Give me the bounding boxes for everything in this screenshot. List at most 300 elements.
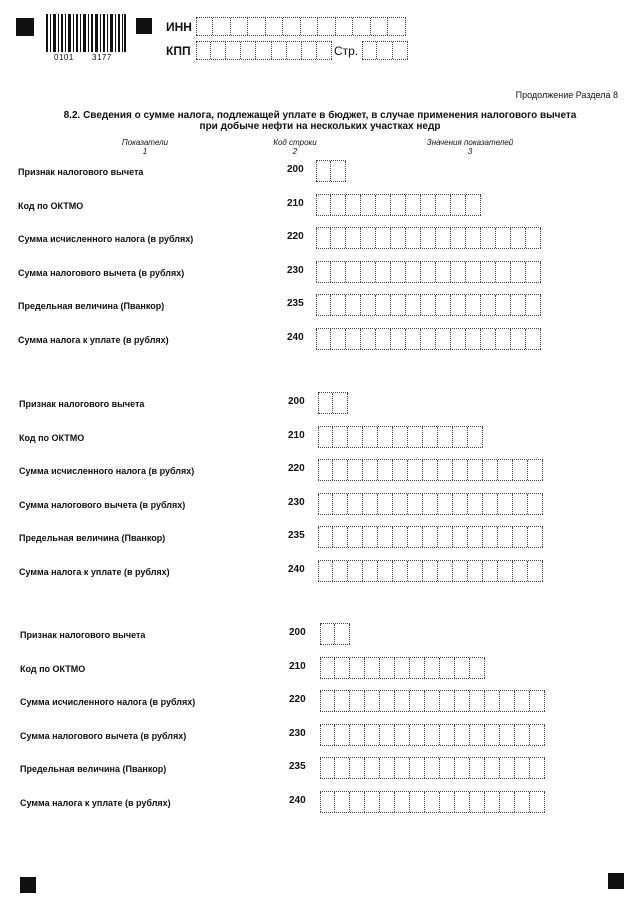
row-code: 220 [288,463,305,474]
input-cell[interactable] [346,195,361,215]
input-cell[interactable] [423,494,438,514]
input-cell[interactable] [302,42,317,59]
row-value-field[interactable] [320,623,350,645]
input-cell[interactable] [283,18,300,35]
input-cell[interactable] [526,262,541,282]
input-cell[interactable] [393,427,408,447]
input-cell[interactable] [453,460,468,480]
input-cell[interactable] [395,725,410,745]
input-cell[interactable] [320,792,335,812]
input-cell[interactable] [378,427,393,447]
input-cell[interactable] [363,494,378,514]
input-cell[interactable] [331,262,346,282]
input-cell[interactable] [353,18,370,35]
input-cell[interactable] [331,161,346,181]
input-cell[interactable] [421,329,436,349]
input-cell[interactable] [395,758,410,778]
input-cell[interactable] [423,561,438,581]
input-cell[interactable] [466,329,481,349]
input-cell[interactable] [406,262,421,282]
corner-marker-bottom-right [608,873,624,889]
input-cell[interactable] [331,295,346,315]
input-cell[interactable] [333,527,348,547]
input-cell[interactable] [196,18,213,35]
row-label: Сумма налогового вычета (в рублях) [20,730,187,741]
input-cell[interactable] [266,18,283,35]
barcode-number-right: 3177 [92,53,112,62]
row-value-field[interactable] [318,526,543,548]
input-cell[interactable] [500,792,515,812]
input-cell[interactable] [350,691,365,711]
input-cell[interactable] [440,725,455,745]
column-header-3 [400,138,540,156]
input-cell[interactable] [393,460,408,480]
input-cell[interactable] [425,725,440,745]
column-header-1-number: 1 [142,147,148,156]
row-label: Сумма налога к уплате (в рублях) [20,797,171,808]
input-cell[interactable] [287,42,302,59]
column-header-1-label: Показатели [121,138,169,147]
input-cell[interactable] [481,329,496,349]
input-cell[interactable] [380,792,395,812]
input-cell[interactable] [377,42,392,59]
row-value-field[interactable] [316,328,541,350]
input-cell[interactable] [436,262,451,282]
row-code: 220 [287,231,304,242]
inn-field[interactable] [196,17,406,36]
row-label: Предельная величина (Пванкор) [20,764,167,774]
input-cell[interactable] [438,561,453,581]
input-cell[interactable] [361,195,376,215]
input-cell[interactable] [515,792,530,812]
section-title [40,110,600,132]
input-cell[interactable] [423,527,438,547]
input-cell[interactable] [500,725,515,745]
input-cell[interactable] [320,624,335,644]
input-cell[interactable] [438,427,453,447]
input-cell[interactable] [362,42,377,59]
input-cell[interactable] [436,295,451,315]
input-cell[interactable] [466,228,481,248]
input-cell[interactable] [393,494,408,514]
row-code: 240 [287,331,304,343]
input-cell[interactable] [318,527,333,547]
column-header-3-number: 3 [467,147,473,156]
input-cell[interactable] [453,494,468,514]
input-cell[interactable] [436,329,451,349]
input-cell[interactable] [248,18,265,35]
input-cell[interactable] [498,527,513,547]
input-cell[interactable] [470,691,485,711]
input-cell[interactable] [213,18,230,35]
input-cell[interactable] [391,295,406,315]
row-value-field[interactable] [316,194,481,216]
input-cell[interactable] [451,228,466,248]
input-cell[interactable] [421,228,436,248]
input-cell[interactable] [408,494,423,514]
input-cell[interactable] [316,161,331,181]
input-cell[interactable] [226,42,241,59]
input-cell[interactable] [485,691,500,711]
input-cell[interactable] [380,658,395,678]
input-cell[interactable] [365,691,380,711]
input-cell[interactable] [376,329,391,349]
input-cell[interactable] [453,561,468,581]
row-value-field[interactable] [316,294,541,316]
input-cell[interactable] [410,792,425,812]
row-value-field[interactable] [320,657,485,679]
row-code: 235 [288,530,305,541]
input-cell[interactable] [436,195,451,215]
input-cell[interactable] [470,792,485,812]
input-cell[interactable] [451,329,466,349]
input-cell[interactable] [318,18,335,35]
kpp-field[interactable] [196,41,332,60]
input-cell[interactable] [378,460,393,480]
input-cell[interactable] [530,691,545,711]
input-cell[interactable] [318,393,333,413]
input-cell[interactable] [320,658,335,678]
input-cell[interactable] [196,42,211,59]
input-cell[interactable] [333,494,348,514]
input-cell[interactable] [371,18,388,35]
input-cell[interactable] [391,195,406,215]
input-cell[interactable] [466,195,481,215]
input-cell[interactable] [378,494,393,514]
row-value-field[interactable] [316,227,541,249]
input-cell[interactable] [363,561,378,581]
input-cell[interactable] [346,228,361,248]
input-cell[interactable] [528,460,543,480]
input-cell[interactable] [391,329,406,349]
input-cell[interactable] [423,427,438,447]
input-cell[interactable] [335,725,350,745]
input-cell[interactable] [331,329,346,349]
input-cell[interactable] [530,758,545,778]
input-cell[interactable] [363,527,378,547]
input-cell[interactable] [453,527,468,547]
input-cell[interactable] [425,758,440,778]
input-cell[interactable] [348,494,363,514]
input-cell[interactable] [468,427,483,447]
input-cell[interactable] [406,195,421,215]
input-cell[interactable] [348,460,363,480]
input-cell[interactable] [440,658,455,678]
input-cell[interactable] [485,792,500,812]
input-cell[interactable] [406,329,421,349]
corner-marker-bottom-left [20,877,36,893]
row-value-field[interactable] [320,757,545,779]
input-cell[interactable] [483,460,498,480]
input-cell[interactable] [272,42,287,59]
input-cell[interactable] [395,792,410,812]
input-cell[interactable] [320,758,335,778]
input-cell[interactable] [515,725,530,745]
input-cell[interactable] [348,527,363,547]
input-cell[interactable] [348,561,363,581]
input-cell[interactable] [515,691,530,711]
row-code: 230 [287,264,304,276]
input-cell[interactable] [363,460,378,480]
row-value-field[interactable] [318,459,543,481]
input-cell[interactable] [318,427,333,447]
input-cell[interactable] [513,460,528,480]
input-cell[interactable] [421,295,436,315]
input-cell[interactable] [496,262,511,282]
page-label: Стр. [334,44,359,58]
input-cell[interactable] [318,561,333,581]
input-cell[interactable] [335,658,350,678]
input-cell[interactable] [438,494,453,514]
input-cell[interactable] [515,758,530,778]
input-cell[interactable] [513,494,528,514]
input-cell[interactable] [333,393,348,413]
input-cell[interactable] [376,262,391,282]
barcode-image [46,14,126,52]
row-code: 220 [289,694,306,705]
row-value-field[interactable] [320,690,545,712]
input-cell[interactable] [526,228,541,248]
row-code: 235 [289,761,306,772]
input-cell[interactable] [481,262,496,282]
input-cell[interactable] [333,427,348,447]
input-cell[interactable] [318,460,333,480]
input-cell[interactable] [408,427,423,447]
input-cell[interactable] [455,792,470,812]
input-cell[interactable] [316,262,331,282]
input-cell[interactable] [316,329,331,349]
input-cell[interactable] [380,691,395,711]
input-cell[interactable] [350,758,365,778]
input-cell[interactable] [425,691,440,711]
input-cell[interactable] [470,658,485,678]
input-cell[interactable] [346,262,361,282]
input-cell[interactable] [498,460,513,480]
input-cell[interactable] [336,18,353,35]
input-cell[interactable] [526,329,541,349]
input-cell[interactable] [316,195,331,215]
input-cell[interactable] [528,561,543,581]
input-cell[interactable] [378,527,393,547]
row-code: 235 [287,298,304,309]
input-cell[interactable] [530,792,545,812]
input-cell[interactable] [301,18,318,35]
input-cell[interactable] [365,758,380,778]
input-cell[interactable] [470,725,485,745]
input-cell[interactable] [393,42,408,59]
input-cell[interactable] [513,561,528,581]
input-cell[interactable] [335,691,350,711]
input-cell[interactable] [500,691,515,711]
row-value-field[interactable] [320,791,545,813]
input-cell[interactable] [361,262,376,282]
input-cell[interactable] [410,691,425,711]
input-cell[interactable] [408,561,423,581]
input-cell[interactable] [451,195,466,215]
input-cell[interactable] [511,262,526,282]
input-cell[interactable] [410,725,425,745]
input-cell[interactable] [468,494,483,514]
input-cell[interactable] [361,228,376,248]
input-cell[interactable] [388,18,405,35]
row-label: Сумма налога к уплате (в рублях) [18,334,169,345]
row-code: 200 [289,627,306,638]
input-cell[interactable] [378,561,393,581]
input-cell[interactable] [361,295,376,315]
row-label: Код по ОКТМО [20,663,86,674]
input-cell[interactable] [410,658,425,678]
input-cell[interactable] [408,527,423,547]
input-cell[interactable] [496,228,511,248]
input-cell[interactable] [455,658,470,678]
row-label: Сумма исчисленного налога (в рублях) [20,697,196,707]
input-cell[interactable] [350,658,365,678]
input-cell[interactable] [317,42,332,59]
input-cell[interactable] [513,527,528,547]
input-cell[interactable] [466,295,481,315]
input-cell[interactable] [350,792,365,812]
row-value-field[interactable] [320,724,545,746]
input-cell[interactable] [453,427,468,447]
input-cell[interactable] [481,295,496,315]
input-cell[interactable] [331,228,346,248]
row-value-field[interactable] [316,160,346,182]
input-cell[interactable] [335,792,350,812]
input-cell[interactable] [526,295,541,315]
input-cell[interactable] [391,262,406,282]
row-label: Сумма налога к уплате (в рублях) [19,566,170,577]
input-cell[interactable] [438,460,453,480]
input-cell[interactable] [241,42,256,59]
row-value-field[interactable] [318,426,483,448]
input-cell[interactable] [511,295,526,315]
row-code: 230 [289,727,306,739]
input-cell[interactable] [408,460,423,480]
input-cell[interactable] [393,527,408,547]
input-cell[interactable] [320,691,335,711]
column-header-2 [250,138,340,156]
row-code: 210 [287,197,304,209]
input-cell[interactable] [436,228,451,248]
input-cell[interactable] [333,460,348,480]
input-cell[interactable] [333,561,348,581]
input-cell[interactable] [468,527,483,547]
input-cell[interactable] [256,42,271,59]
input-cell[interactable] [496,295,511,315]
input-cell[interactable] [423,460,438,480]
row-value-field[interactable] [318,493,543,515]
input-cell[interactable] [421,262,436,282]
input-cell[interactable] [231,18,248,35]
row-value-field[interactable] [318,392,348,414]
input-cell[interactable] [346,329,361,349]
input-cell[interactable] [335,624,350,644]
input-cell[interactable] [455,725,470,745]
input-cell[interactable] [348,427,363,447]
barcode-number-left: 0101 [54,53,74,62]
row-label: Признак налогового вычета [19,399,145,409]
input-cell[interactable] [365,792,380,812]
input-cell[interactable] [530,725,545,745]
input-cell[interactable] [393,561,408,581]
input-cell[interactable] [483,527,498,547]
input-cell[interactable] [500,758,515,778]
input-cell[interactable] [425,792,440,812]
input-cell[interactable] [466,262,481,282]
input-cell[interactable] [380,725,395,745]
input-cell[interactable] [395,658,410,678]
input-cell[interactable] [335,758,350,778]
input-cell[interactable] [528,527,543,547]
input-cell[interactable] [363,427,378,447]
input-cell[interactable] [365,658,380,678]
input-cell[interactable] [361,329,376,349]
input-cell[interactable] [391,228,406,248]
input-cell[interactable] [406,228,421,248]
input-cell[interactable] [406,295,421,315]
corner-marker-top-mid [136,18,152,34]
input-cell[interactable] [350,725,365,745]
input-cell[interactable] [320,725,335,745]
input-cell[interactable] [481,228,496,248]
input-cell[interactable] [485,758,500,778]
row-value-field[interactable] [318,560,543,582]
input-cell[interactable] [470,758,485,778]
input-cell[interactable] [455,691,470,711]
input-cell[interactable] [331,195,346,215]
input-cell[interactable] [410,758,425,778]
page-number-field[interactable] [362,41,408,60]
input-cell[interactable] [498,494,513,514]
input-cell[interactable] [395,691,410,711]
input-cell[interactable] [440,691,455,711]
input-cell[interactable] [498,561,513,581]
input-cell[interactable] [318,494,333,514]
input-cell[interactable] [528,494,543,514]
input-cell[interactable] [468,561,483,581]
input-cell[interactable] [365,725,380,745]
input-cell[interactable] [440,758,455,778]
input-cell[interactable] [425,658,440,678]
input-cell[interactable] [451,295,466,315]
input-cell[interactable] [346,295,361,315]
input-cell[interactable] [496,329,511,349]
input-cell[interactable] [380,758,395,778]
input-cell[interactable] [376,228,391,248]
input-cell[interactable] [483,494,498,514]
row-label: Сумма налогового вычета (в рублях) [18,267,185,278]
input-cell[interactable] [511,228,526,248]
input-cell[interactable] [455,758,470,778]
input-cell[interactable] [440,792,455,812]
input-cell[interactable] [376,295,391,315]
row-value-field[interactable] [316,261,541,283]
row-code: 240 [288,563,305,575]
input-cell[interactable] [485,725,500,745]
input-cell[interactable] [438,527,453,547]
input-cell[interactable] [211,42,226,59]
input-cell[interactable] [468,460,483,480]
input-cell[interactable] [451,262,466,282]
row-label: Сумма налогового вычета (в рублях) [19,499,186,510]
section-continuation-note: Продолжение Раздела 8 [515,90,618,100]
input-cell[interactable] [376,195,391,215]
input-cell[interactable] [316,228,331,248]
input-cell[interactable] [483,561,498,581]
input-cell[interactable] [316,295,331,315]
input-cell[interactable] [511,329,526,349]
input-cell[interactable] [421,195,436,215]
